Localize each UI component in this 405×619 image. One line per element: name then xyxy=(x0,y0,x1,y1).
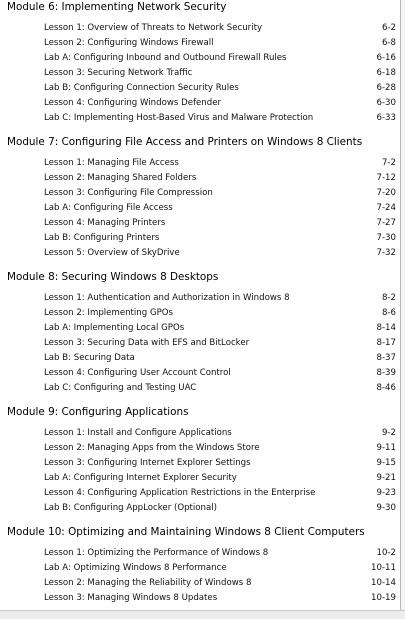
entry-title: Lesson 2: Managing Shared Folders xyxy=(44,173,197,183)
toc-entry[interactable] xyxy=(44,171,396,186)
toc-entry[interactable] xyxy=(44,111,396,126)
entry-title: Lab A: Configuring Internet Explorer Security xyxy=(44,473,237,483)
toc-entry[interactable] xyxy=(44,66,396,81)
toc-entry[interactable] xyxy=(44,201,396,216)
toc-entry[interactable] xyxy=(44,501,396,516)
entry-title: Lab B: Configuring AppLocker (Optional) xyxy=(44,503,218,513)
entry-title: Lesson 1: Managing File Access xyxy=(44,158,179,168)
entry-page: 8-2 xyxy=(381,293,396,303)
entry-title: Lesson 1: Optimizing the Performance of Windows 8 xyxy=(44,548,269,558)
vertical-scrollbar-track[interactable] xyxy=(401,0,405,610)
entry-title: Lesson 1: Overview of Threats to Network Security xyxy=(44,23,263,33)
entry-title: Lab A: Configuring File Access xyxy=(44,203,173,213)
entry-title: Lesson 5: Overview of SkyDrive xyxy=(44,248,180,258)
entry-page: 8-39 xyxy=(376,368,396,378)
entry-page: 7-32 xyxy=(376,248,396,258)
entry-page: 10-19 xyxy=(371,593,396,603)
entry-title: Lesson 2: Managing the Reliability of Windows 8 xyxy=(44,578,252,588)
entry-title: Lab C: Implementing Host-Based Virus and Malware Protection xyxy=(44,113,314,123)
toc-entry[interactable] xyxy=(44,381,396,396)
toc-entry[interactable] xyxy=(44,21,396,36)
toc-entry[interactable] xyxy=(44,336,396,351)
entry-page: 7-27 xyxy=(376,218,396,228)
entry-page: 6-18 xyxy=(376,68,396,78)
entry-page: 6-28 xyxy=(376,83,396,93)
toc-entry[interactable] xyxy=(44,351,396,366)
toc-entry[interactable] xyxy=(44,51,396,66)
toc-entry[interactable] xyxy=(44,216,396,231)
entry-page: 10-11 xyxy=(371,563,396,573)
entry-title: Lab A: Implementing Local GPOs xyxy=(44,323,185,333)
toc-entry[interactable] xyxy=(44,246,396,261)
entry-title: Lesson 4: Managing Printers xyxy=(44,218,166,228)
entry-title: Lab C: Configuring and Testing UAC xyxy=(44,383,197,393)
toc-entry[interactable] xyxy=(44,486,396,501)
entry-page: 8-14 xyxy=(376,323,396,333)
module-9-heading: Module 9: Configuring Applications xyxy=(7,406,189,418)
module-7-heading: Module 7: Configuring File Access and Printers on Windows 8 Clients xyxy=(7,136,363,148)
entry-page: 8-17 xyxy=(376,338,396,348)
module-10-heading: Module 10: Optimizing and Maintaining Windows 8 Client Computers xyxy=(7,526,365,538)
entry-title: Lesson 3: Securing Data with EFS and BitLocker xyxy=(44,338,250,348)
entry-page: 6-2 xyxy=(381,23,396,33)
toc-entry[interactable] xyxy=(44,426,396,441)
entry-title: Lesson 1: Install and Configure Applications xyxy=(44,428,232,438)
entry-title: Lesson 2: Implementing GPOs xyxy=(44,308,174,318)
module-6-heading: Module 6: Implementing Network Security xyxy=(7,1,227,13)
entry-title: Lab A: Configuring Inbound and Outbound Firewall Rules xyxy=(44,53,287,63)
toc-entry[interactable] xyxy=(44,456,396,471)
toc-entry[interactable] xyxy=(44,546,396,561)
entry-page: 8-37 xyxy=(376,353,396,363)
toc-entry[interactable] xyxy=(44,231,396,246)
entry-page: 6-8 xyxy=(381,38,396,48)
entry-page: 10-14 xyxy=(371,578,396,588)
entry-title: Lesson 1: Authentication and Authorization in Windows 8 xyxy=(44,293,290,303)
entry-title: Lab A: Optimizing Windows 8 Performance xyxy=(44,563,227,573)
entry-title: Lesson 2: Managing Apps from the Windows Store xyxy=(44,443,260,453)
toc-entry[interactable] xyxy=(44,591,396,606)
entry-page: 8-46 xyxy=(376,383,396,393)
entry-title: Lab B: Configuring Printers xyxy=(44,233,160,243)
entry-page: 7-12 xyxy=(376,173,396,183)
toc-entry[interactable] xyxy=(44,471,396,486)
entry-title: Lesson 4: Configuring User Account Control xyxy=(44,368,231,378)
entry-page: 6-33 xyxy=(376,113,396,123)
entry-page: 8-6 xyxy=(381,308,396,318)
toc-entry[interactable] xyxy=(44,186,396,201)
toc-entry[interactable] xyxy=(44,306,396,321)
entry-page: 9-2 xyxy=(381,428,396,438)
toc-entry[interactable] xyxy=(44,441,396,456)
entry-title: Lesson 3: Managing Windows 8 Updates xyxy=(44,593,218,603)
entry-title: Lab B: Configuring Connection Security Rules xyxy=(44,83,239,93)
entry-title: Lesson 4: Configuring Windows Defender xyxy=(44,98,222,108)
entry-page: 7-2 xyxy=(381,158,396,168)
toc-entry[interactable] xyxy=(44,156,396,171)
entry-page: 7-20 xyxy=(376,188,396,198)
toc-entry[interactable] xyxy=(44,36,396,51)
entry-page: 7-24 xyxy=(376,203,396,213)
entry-page: 9-23 xyxy=(376,488,396,498)
toc-entry[interactable] xyxy=(44,96,396,111)
toc-entry[interactable] xyxy=(44,81,396,96)
entry-page: 9-30 xyxy=(376,503,396,513)
entry-page: 10-2 xyxy=(376,548,396,558)
toc-entry[interactable] xyxy=(44,576,396,591)
entry-page: 6-30 xyxy=(376,98,396,108)
toc-entry[interactable] xyxy=(44,291,396,306)
entry-title: Lesson 3: Configuring Internet Explorer Settings xyxy=(44,458,251,468)
entry-page: 7-30 xyxy=(376,233,396,243)
entry-page: 9-11 xyxy=(376,443,396,453)
entry-title: Lesson 3: Configuring File Compression xyxy=(44,188,213,198)
entry-page: 6-16 xyxy=(376,53,396,63)
module-8-heading: Module 8: Securing Windows 8 Desktops xyxy=(7,271,219,283)
toc-entry[interactable] xyxy=(44,321,396,336)
entry-page: 9-15 xyxy=(376,458,396,468)
entry-title: Lesson 2: Configuring Windows Firewall xyxy=(44,38,214,48)
entry-title: Lab B: Securing Data xyxy=(44,353,135,363)
toc-entry[interactable] xyxy=(44,366,396,381)
entry-title: Lesson 4: Configuring Application Restrictions in the Enterprise xyxy=(44,488,316,498)
toc-entry[interactable] xyxy=(44,561,396,576)
entry-page: 9-21 xyxy=(376,473,396,483)
entry-title: Lesson 3: Securing Network Traffic xyxy=(44,68,193,78)
